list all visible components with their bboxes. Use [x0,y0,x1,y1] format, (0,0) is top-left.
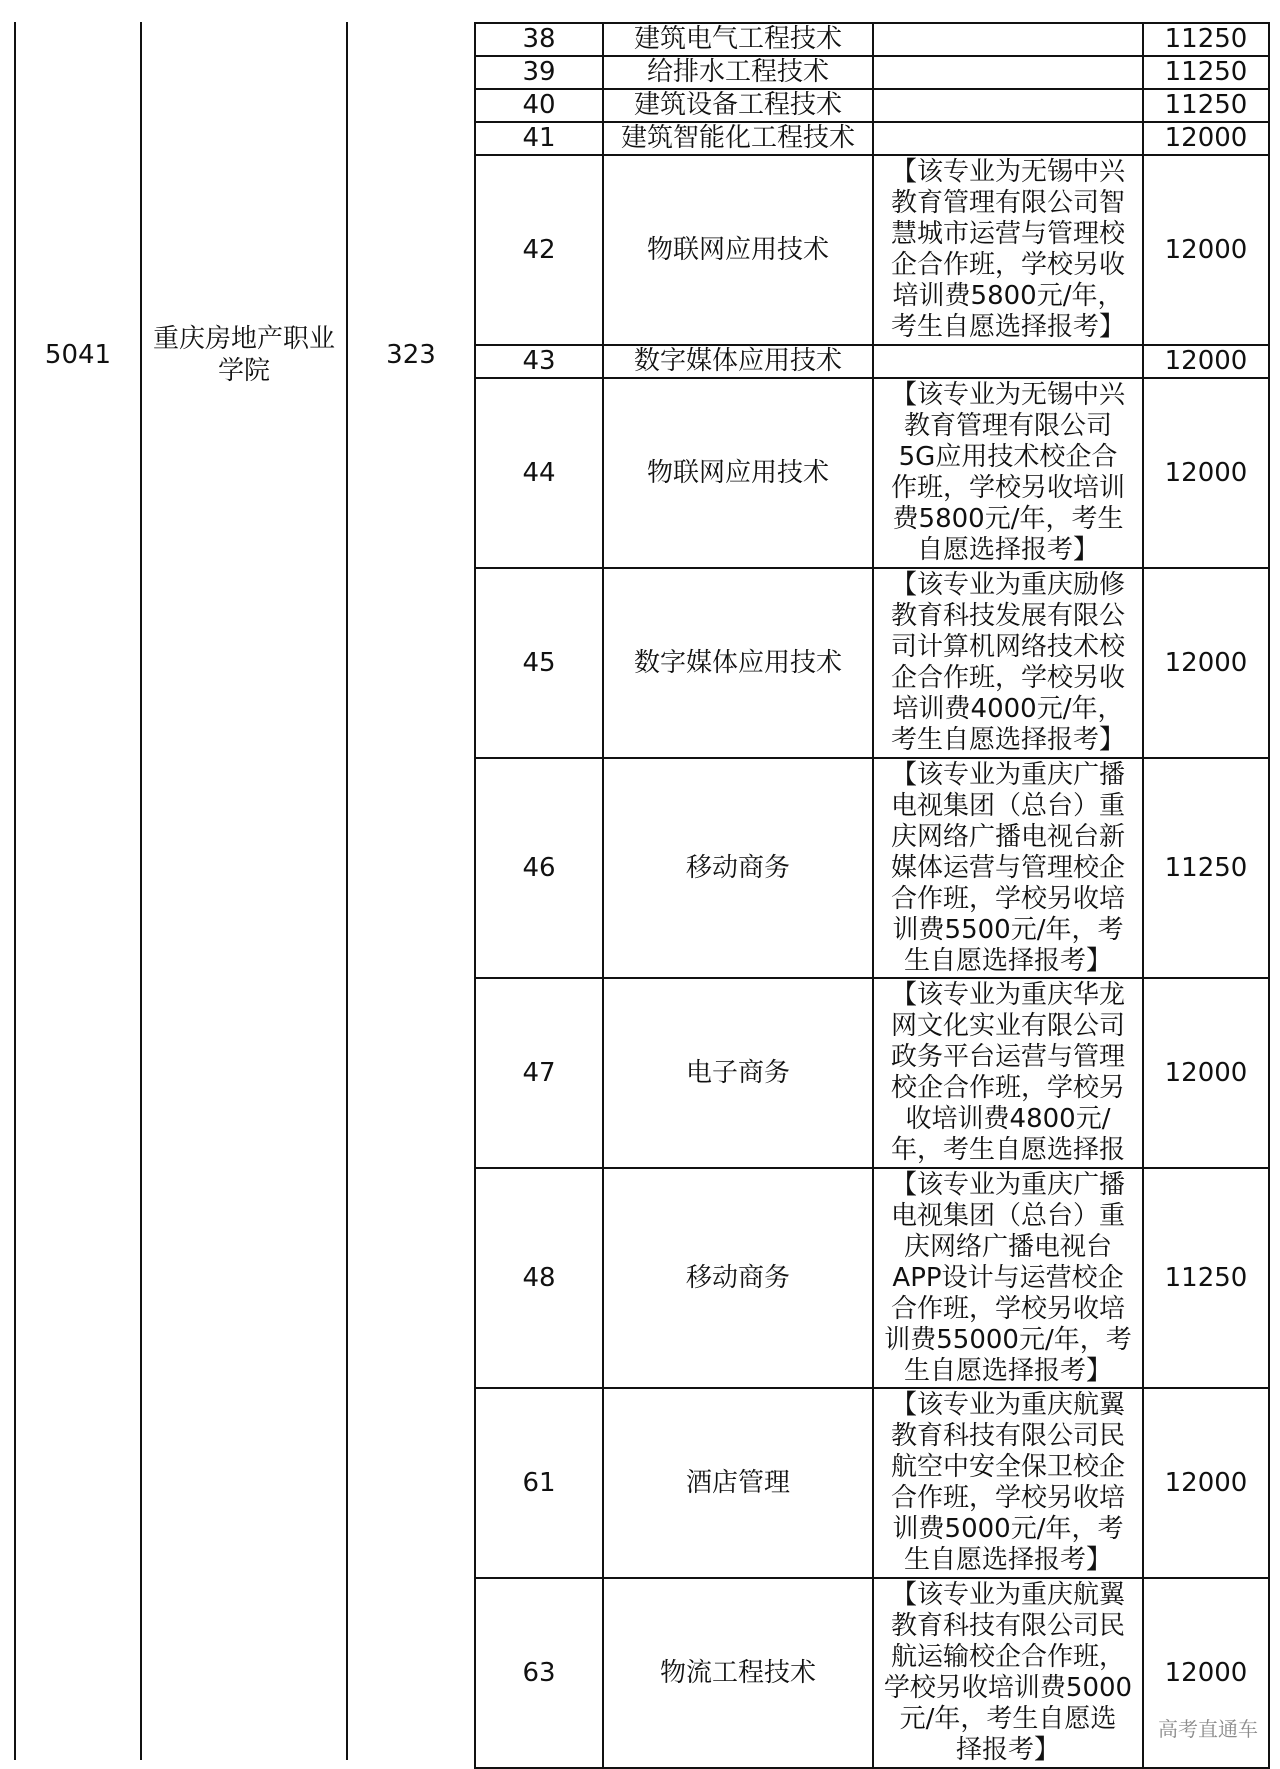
table-row [475,978,1269,1168]
tuition-fee: 11250 [1143,89,1269,122]
major-note [873,122,1143,155]
major-name: 移动商务 [603,758,873,978]
table-row [475,568,1269,758]
institution-code: 5041 [44,340,112,370]
tuition-fee: 11250 [1143,1168,1269,1388]
row-number: 61 [475,1388,603,1578]
tuition-fee: 12000 [1143,1578,1269,1768]
table-row [475,155,1269,345]
major-name: 物联网应用技术 [603,378,873,568]
table-row [475,1168,1269,1388]
tuition-fee: 12000 [1143,155,1269,345]
row-number: 44 [475,378,603,568]
major-note: 【该专业为无锡中兴 教育管理有限公司 5G应用技术校企合 作班，学校另收培训 费5800元/年，考生 自愿选择报考】 [873,378,1143,568]
major-note [873,23,1143,56]
watermark-text: 高考直通车 [1158,1717,1258,1741]
row-number: 43 [475,345,603,378]
major-name: 建筑智能化工程技术 [603,122,873,155]
table-row [475,378,1269,568]
row-number: 38 [475,23,603,56]
row-number: 42 [475,155,603,345]
tuition-fee: 11250 [1143,56,1269,89]
table-row [475,1388,1269,1578]
institution-name-line1: 重庆房地产职业 [152,324,335,354]
major-name: 建筑电气工程技术 [603,23,873,56]
group-code: 323 [386,340,436,370]
column-divider [14,22,16,1760]
tuition-fee: 12000 [1143,378,1269,568]
row-number: 63 [475,1578,603,1768]
table-row [475,122,1269,155]
column-divider [346,22,348,1760]
table-row [475,23,1269,56]
major-name: 物流工程技术 [603,1578,873,1768]
major-name: 数字媒体应用技术 [603,345,873,378]
tuition-fee: 11250 [1143,23,1269,56]
tuition-fee: 12000 [1143,1388,1269,1578]
institution-name [142,318,346,392]
major-note [873,56,1143,89]
row-number: 40 [475,89,603,122]
row-number: 39 [475,56,603,89]
row-number: 41 [475,122,603,155]
major-name: 电子商务 [603,978,873,1168]
row-number: 45 [475,568,603,758]
tuition-fee: 12000 [1143,345,1269,378]
table-row [475,758,1269,978]
row-number: 47 [475,978,603,1168]
major-name: 建筑设备工程技术 [603,89,873,122]
major-note: 【该专业为重庆广播 电视集团（总台）重 庆网络广播电视台 APP设计与运营校企 合作班，学校另收培 训费55000元/年，考 生自愿选择报考】 [873,1168,1143,1388]
major-note: 【该专业为重庆航翼 教育科技有限公司民 航运输校企合作班， 学校另收培训费5000 元/年，考生自愿选 择报考】 [873,1578,1143,1768]
major-name: 酒店管理 [603,1388,873,1578]
table-row [475,89,1269,122]
majors-table [474,22,1270,1769]
tuition-fee: 11250 [1143,758,1269,978]
table-row [475,345,1269,378]
tuition-fee: 12000 [1143,568,1269,758]
major-note: 【该专业为重庆广播 电视集团（总台）重 庆网络广播电视台新 媒体运营与管理校企 合作班，学校另收培 训费5500元/年，考 生自愿选择报考】 [873,758,1143,978]
table-row [475,1578,1269,1768]
row-number: 46 [475,758,603,978]
row-number: 48 [475,1168,603,1388]
major-note [873,345,1143,378]
major-name: 移动商务 [603,1168,873,1388]
major-note: 【该专业为重庆航翼 教育科技有限公司民 航空中安全保卫校企 合作班，学校另收培 训费5000元/年，考 生自愿选择报考】 [873,1388,1143,1578]
major-note: 【该专业为无锡中兴 教育管理有限公司智 慧城市运营与管理校 企合作班，学校另收 培训费5800元/年， 考生自愿选择报考】 [873,155,1143,345]
tuition-fee: 12000 [1143,122,1269,155]
tuition-fee: 12000 [1143,978,1269,1168]
major-note: 【该专业为重庆华龙 网文化实业有限公司 政务平台运营与管理 校企合作班，学校另 收培训费4800元/ 年，考生自愿选择报 [873,978,1143,1168]
table-row [475,56,1269,89]
major-name: 给排水工程技术 [603,56,873,89]
column-divider [140,22,142,1760]
major-note [873,89,1143,122]
major-note: 【该专业为重庆励修 教育科技发展有限公 司计算机网络技术校 企合作班，学校另收 培训费4000元/年， 考生自愿选择报考】 [873,568,1143,758]
institution-name-line2: 学院 [217,356,270,386]
major-name: 数字媒体应用技术 [603,568,873,758]
major-name: 物联网应用技术 [603,155,873,345]
